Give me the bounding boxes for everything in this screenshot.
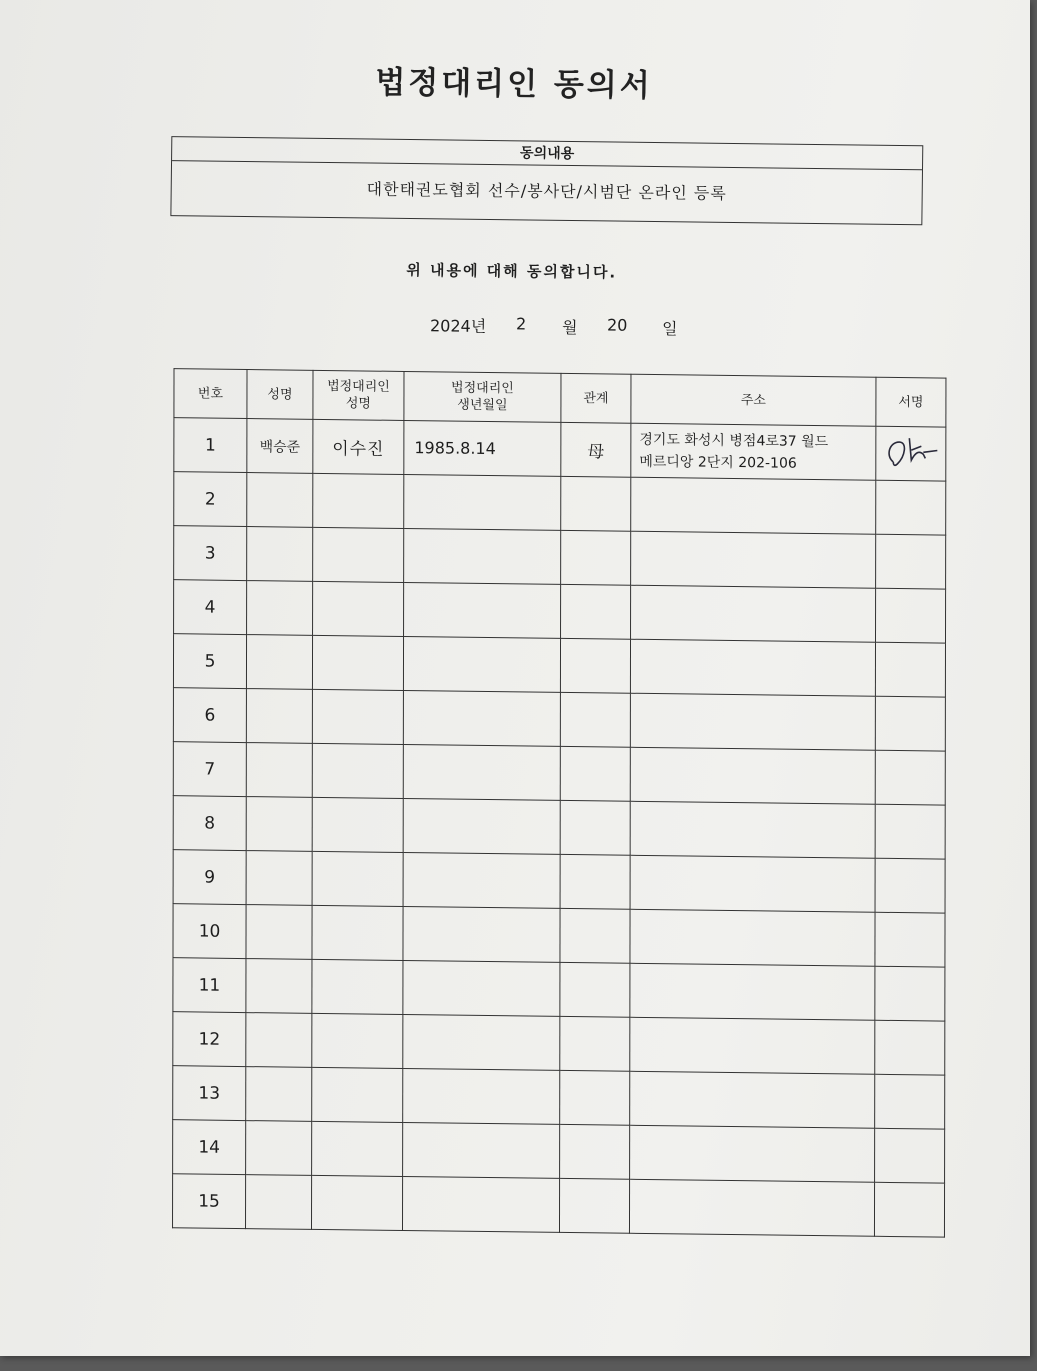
cell-no: 15 <box>173 1174 246 1229</box>
cell-no: 6 <box>173 688 246 743</box>
cell-relation <box>560 800 630 855</box>
cell-signature <box>875 966 945 1021</box>
date-month: 2 <box>515 314 527 334</box>
cell-signature <box>875 642 945 697</box>
cell-rep-name <box>312 959 403 1014</box>
cell-rep-birth <box>404 528 561 584</box>
cell-rep-birth <box>403 960 560 1016</box>
cell-signature <box>874 1182 944 1237</box>
cell-rep-birth <box>403 798 560 854</box>
table-row <box>173 958 945 1021</box>
cell-no: 4 <box>174 580 247 635</box>
header-name: 성명 <box>247 370 313 420</box>
header-rep-birth <box>404 371 561 422</box>
cell-relation <box>560 908 630 963</box>
cell-relation <box>560 692 630 747</box>
cell-address <box>631 477 876 534</box>
cell-no: 14 <box>173 1120 246 1175</box>
cell-rep-name <box>312 689 403 744</box>
cell-relation <box>560 962 630 1017</box>
consent-table <box>172 368 946 1237</box>
cell-name <box>247 581 313 636</box>
header-relation: 관계 <box>561 373 631 423</box>
cell-address <box>630 639 875 696</box>
cell-name <box>246 743 312 798</box>
cell-rep-name <box>312 905 403 960</box>
cell-address <box>631 423 876 480</box>
cell-no: 13 <box>173 1066 246 1121</box>
consent-box <box>170 136 923 225</box>
cell-name <box>246 689 312 744</box>
cell-signature <box>876 534 946 589</box>
cell-address <box>630 909 875 966</box>
cell-name <box>246 635 312 690</box>
table-row <box>174 526 946 589</box>
cell-name <box>246 1067 312 1122</box>
table-row <box>173 796 945 859</box>
cell-signature <box>876 480 946 535</box>
date-month-unit: 월 <box>561 317 578 338</box>
cell-signature <box>875 1020 945 1075</box>
cell-rep-name <box>313 527 404 582</box>
table-row <box>173 634 945 697</box>
cell-address <box>630 801 875 858</box>
cell-rep-name <box>312 797 403 852</box>
cell-address <box>630 963 875 1020</box>
cell-rep-birth <box>403 636 560 692</box>
cell-name <box>247 527 313 582</box>
cell-address <box>630 1125 875 1182</box>
cell-relation <box>560 854 630 909</box>
cell-address <box>630 1017 875 1074</box>
cell-rep-name <box>312 635 403 690</box>
cell-no: 9 <box>173 850 246 905</box>
cell-rep-birth <box>403 852 560 908</box>
document-title: 법정대리인 동의서 <box>375 64 653 104</box>
cell-signature <box>875 696 945 751</box>
header-rep-name <box>313 370 404 420</box>
consent-body: 대한태권도협회 선수/봉사단/시범단 온라인 등록 <box>366 179 727 203</box>
header-no: 번호 <box>174 369 247 419</box>
cell-no: 8 <box>173 796 246 851</box>
cell-no: 7 <box>173 742 246 797</box>
cell-relation <box>560 638 630 693</box>
cell-name <box>246 959 312 1014</box>
cell-signature <box>875 804 945 859</box>
address-line2: 메르디앙 2단지 202-106 <box>639 453 797 472</box>
cell-address <box>630 1071 875 1128</box>
cell-signature <box>875 1128 945 1183</box>
cell-name <box>246 851 312 906</box>
header-rep-name-line2: 성명 <box>345 396 372 412</box>
cell-signature <box>875 1074 945 1129</box>
cell-rep-birth <box>403 690 560 746</box>
table-row <box>173 904 945 967</box>
date-day: 20 <box>606 315 628 335</box>
cell-rep-birth <box>403 1069 560 1125</box>
table-row <box>173 1120 945 1183</box>
cell-rep-birth <box>403 1014 560 1070</box>
cell-name <box>247 473 313 528</box>
header-rep-birth-line1: 법정대리인 <box>451 380 514 397</box>
cell-relation <box>560 1016 630 1071</box>
cell-signature <box>875 858 945 913</box>
cell-rep-name <box>312 1013 403 1068</box>
cell-rep-name <box>313 581 404 636</box>
cell-signature <box>875 588 945 643</box>
cell-rep-birth <box>402 1177 559 1233</box>
cell-name <box>246 797 312 852</box>
table-row <box>174 472 946 535</box>
cell-signature <box>875 750 945 805</box>
cell-address <box>630 747 875 804</box>
cell-name <box>246 1121 312 1176</box>
cell-no: 5 <box>173 634 246 689</box>
table-row <box>174 418 946 481</box>
table-row <box>173 850 945 913</box>
cell-relation <box>560 746 630 801</box>
cell-signature <box>876 426 946 481</box>
cell-rep-name <box>312 1175 403 1230</box>
cell-name <box>246 1013 312 1068</box>
cell-name <box>246 905 312 960</box>
header-address: 주소 <box>631 374 876 426</box>
cell-rep-name <box>312 1121 403 1176</box>
address-line1: 경기도 화성시 병점4로37 월드 <box>639 431 829 450</box>
table-row <box>173 1066 945 1129</box>
cell-rep-birth <box>403 1123 560 1179</box>
date-line <box>0 308 1026 345</box>
cell-relation <box>560 1070 630 1125</box>
cell-relation <box>561 584 631 639</box>
cell-address <box>631 531 876 588</box>
cell-rep-name <box>312 1067 403 1122</box>
cell-address <box>629 1179 874 1236</box>
cell-rep-birth <box>404 582 561 638</box>
cell-relation <box>560 1124 630 1179</box>
handwritten-signature <box>881 433 941 474</box>
date-day-unit: 일 <box>661 319 678 339</box>
cell-name: 백승준 <box>247 419 313 474</box>
cell-rep-birth <box>403 906 560 962</box>
cell-no: 10 <box>173 904 246 959</box>
cell-no: 11 <box>173 958 246 1013</box>
table-row <box>173 1012 945 1075</box>
table-row <box>174 580 946 643</box>
table-row <box>173 742 945 805</box>
cell-relation: 母 <box>561 422 631 477</box>
cell-address <box>631 585 876 642</box>
date-year: 2024년 <box>429 316 487 336</box>
cell-address <box>630 693 875 750</box>
cell-relation <box>559 1178 629 1233</box>
cell-no: 2 <box>174 472 247 527</box>
cell-rep-birth: 1985.8.14 <box>404 420 561 476</box>
table-row <box>173 1174 945 1237</box>
cell-name <box>246 1175 312 1230</box>
header-rep-name-line1: 법정대리인 <box>327 379 390 395</box>
table-row <box>173 688 945 751</box>
header-rep-birth-line2: 생년월일 <box>457 397 508 414</box>
cell-relation <box>561 530 631 585</box>
cell-relation <box>561 476 631 531</box>
cell-signature <box>875 912 945 967</box>
cell-rep-name <box>312 851 403 906</box>
cell-rep-name <box>313 473 404 528</box>
header-signature: 서명 <box>876 377 946 427</box>
cell-no: 12 <box>173 1012 246 1067</box>
cell-rep-birth <box>403 744 560 800</box>
cell-rep-name <box>312 743 403 798</box>
cell-no: 3 <box>174 526 247 581</box>
cell-no: 1 <box>174 418 247 473</box>
agreement-statement: 위 내용에 대해 동의합니다. <box>406 260 618 282</box>
cell-address <box>630 855 875 912</box>
cell-rep-name: 이수진 <box>313 419 404 474</box>
cell-rep-birth <box>404 474 561 530</box>
consent-header: 동의내용 <box>172 137 922 170</box>
